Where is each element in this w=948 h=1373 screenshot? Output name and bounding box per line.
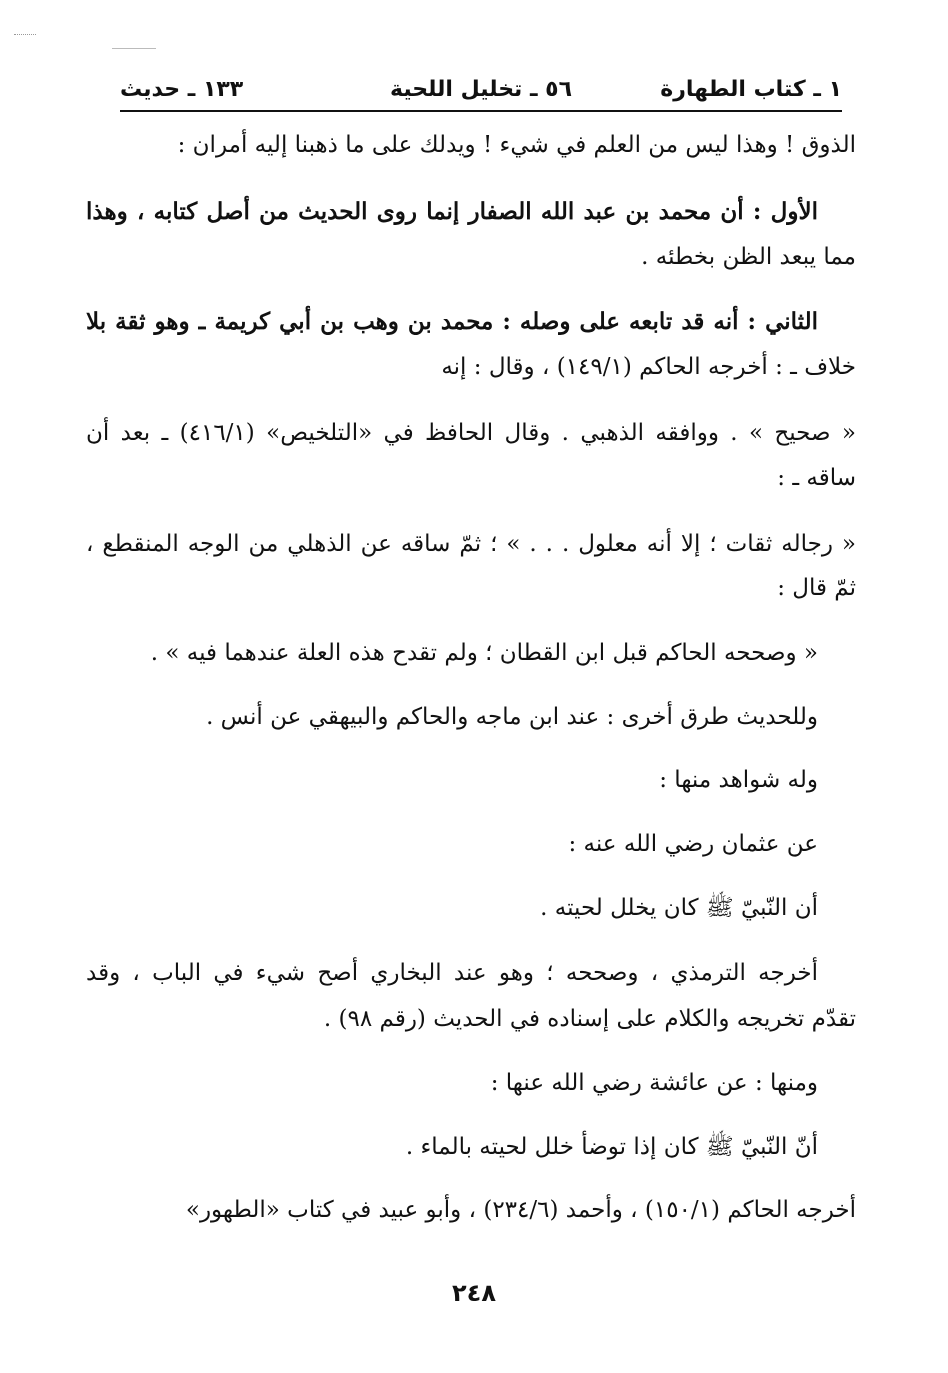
text-line: خلاف ـ : أخرجه الحاكم (١٤٩/١) ، وقال : إنه (441, 354, 856, 380)
text-line: الذوق ! وهذا ليس من العلم في شيء ! ويدلك على ما ذهبنا إليه أمران : (177, 132, 856, 158)
text-line: أنّ النّبيّ ﷺ كان إذا توضأ خلل لحيته بالماء . (405, 1134, 818, 1160)
scan-dash (112, 48, 156, 49)
header-chapter-title: ٥٦ ـ تخليل اللحية (389, 77, 573, 102)
text-line: مما يبعد الظن بخطئه . (641, 244, 856, 270)
page-number: ٢٤٨ (452, 1279, 496, 1307)
text-line: وللحديث طرق أخرى : عند ابن ماجه والحاكم والبيهقي عن أنس . (206, 704, 818, 730)
text-line: أخرجه الترمذي ، وصححه ؛ وهو عند البخاري أصح شيء في الباب ، وقد (86, 960, 818, 986)
text-line: تقدّم تخريجه والكلام على إسناده في الحديث (رقم ٩٨) . (323, 1006, 856, 1032)
text-line: ساقه ـ : (777, 465, 856, 491)
text-line: « رجاله ثقات ؛ إلا أنه معلول . . . » ؛ ثمّ ساقه عن الذهلي من الوجه المنقطع ، (86, 531, 856, 557)
text-line (86, 195, 818, 229)
text-line: « وصححه الحاكم قبل ابن القطان ؛ ولم تقدح هذه العلة عندهما فيه » . (150, 640, 818, 666)
text-line: الثاني : أنه قد تابعه على وصله : محمد بن وهب بن أبي كريمة ـ وهو ثقة بلا (86, 308, 818, 335)
text-line: عن عثمان رضي الله عنه : (568, 831, 818, 857)
text-line: ثمّ قال : (777, 575, 856, 601)
text-line: أن النّبيّ ﷺ كان يخلل لحيته . (540, 895, 818, 921)
text-line: « صحيح » . ووافقه الذهبي . وقال الحافظ في «التلخيص» (٤١٦/١) ـ بعد أن (86, 420, 856, 446)
text-line: ومنها : عن عائشة رضي الله عنها : (490, 1070, 818, 1096)
text-line: أخرجه الحاكم (١٥٠/١) ، وأحمد (٢٣٤/٦) ، وأبو عبيد في كتاب «الطهور» (185, 1197, 856, 1223)
text-line: وله شواهد منها : (659, 767, 818, 793)
header-hadith-number: ١٣٣ ـ حديث (120, 77, 244, 102)
text-segment: الأول : أن محمد بن عبد الله الصفار إنما روى الحديث من أصل كتابه ، وهذا (86, 198, 818, 225)
scan-mark (14, 34, 36, 45)
header-book-title: ١ ـ كتاب الطهارة (660, 77, 842, 102)
running-header (120, 70, 842, 112)
